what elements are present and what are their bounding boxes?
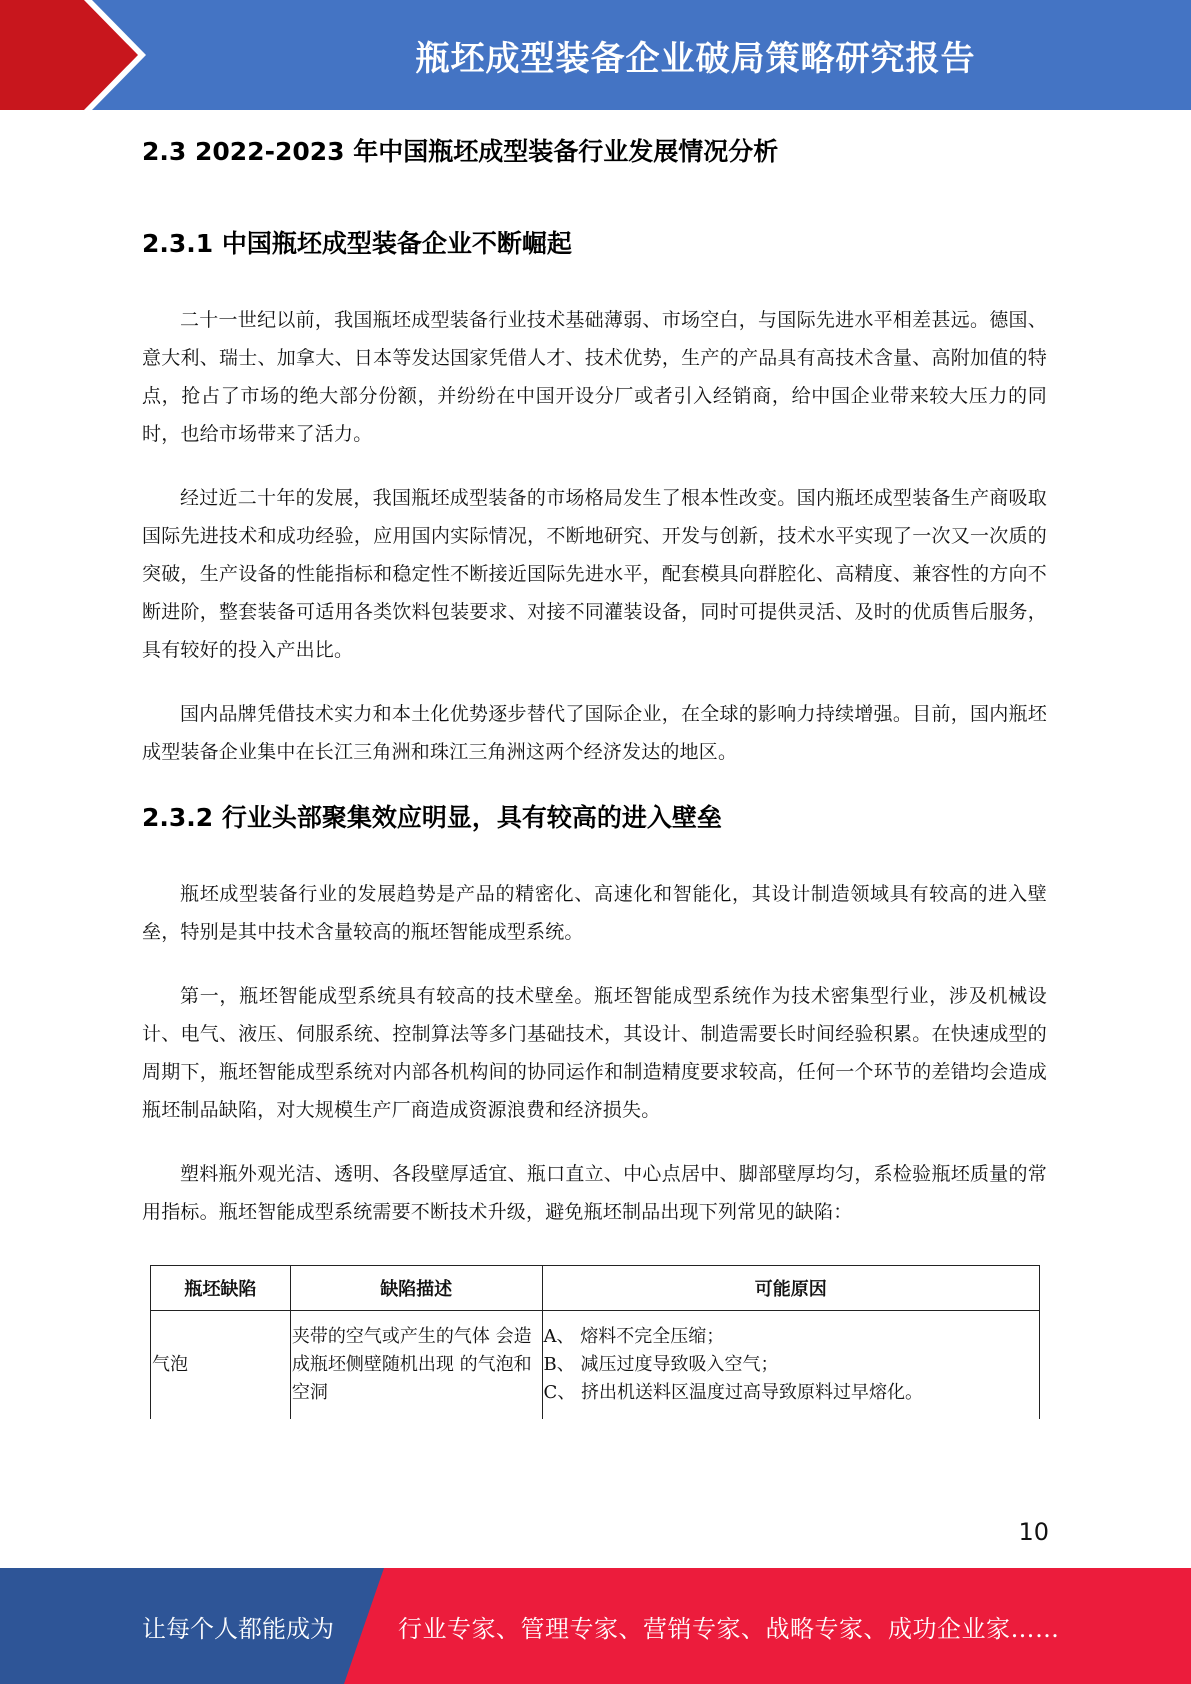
paragraph: 塑料瓶外观光洁、透明、各段壁厚适宜、瓶口直立、中心点居中、脚部壁厚均匀，系检验瓶坯质量的常用指标。瓶坯智能成型系统需要不断技术升级，避免瓶坯制品出现下列常见的缺陷： [142,1163,1047,1223]
subsection-heading-2: 2.3.2 行业头部聚集效应明显，具有较高的进入壁垒 [142,803,722,832]
defect-cell: 气泡 [151,1311,291,1420]
footer-slogan-right: 行业专家、管理专家、营销专家、战略专家、成功企业家…… [398,1614,1060,1643]
page-number: 10 [1018,1518,1049,1546]
header-banner [0,0,1191,110]
section-heading: 2.3 2022-2023 年中国瓶坯成型装备行业发展情况分析 [142,137,779,166]
column-header: 瓶坯缺陷 [151,1266,291,1311]
footer-banner [0,1568,1191,1684]
paragraph: 第一，瓶坯智能成型系统具有较高的技术壁垒。瓶坯智能成型系统作为技术密集型行业，涉及机械设计、电气、液压、伺服系统、控制算法等多门基础技术，其设计、制造需要长时间经验积累。在快速成型的周期下，瓶坯智能成型系统对内部各机构间的协同运作和制造精度要求较高，任何一个环节的差错均会造成瓶坯制品缺陷，对大规模生产厂商造成资源浪费和经济损失。 [142,985,1047,1121]
reason-item: B、 减压过度导致吸入空气； [543,1354,779,1375]
footer-slogan-left: 让每个人都能成为 [142,1614,334,1643]
column-header: 可能原因 [542,1266,1039,1311]
paragraph: 经过近二十年的发展，我国瓶坯成型装备的市场格局发生了根本性改变。国内瓶坯成型装备生产商吸取国际先进技术和成功经验，应用国内实际情况，不断地研究、开发与创新，技术水平实现了一次又一次质的突破，生产设备的性能指标和稳定性不断接近国际先进水平，配套模具向群腔化、高精度、兼容性的方向不断进阶，整套装备可适用各类饮料包装要求、对接不同灌装设备，同时可提供灵活、及时的优质售后服务，具有较好的投入产出比。 [142,487,1047,661]
reason-item: C、 挤出机送料区温度过高导致原料过早熔化。 [543,1382,924,1403]
description-cell: 夹带的空气或产生的气体 会造成瓶坯侧壁随机出现 的气泡和空洞 [290,1311,542,1420]
table-header-row [151,1266,1040,1311]
report-title: 瓶坯成型装备企业破局策略研究报告 [415,38,976,79]
reason-item: A、 熔料不完全压缩； [543,1326,725,1347]
reasons-cell [542,1311,1039,1420]
main-content [142,126,1047,1419]
table-row [151,1311,1040,1420]
paragraph: 国内品牌凭借技术实力和本土化优势逐步替代了国际企业，在全球的影响力持续增强。目前，国内瓶坯成型装备企业集中在长江三角洲和珠江三角洲这两个经济发达的地区。 [142,703,1047,763]
defects-table [150,1265,1040,1419]
column-header: 缺陷描述 [290,1266,542,1311]
paragraph: 瓶坯成型装备行业的发展趋势是产品的精密化、高速化和智能化，其设计制造领域具有较高的进入壁垒，特别是其中技术含量较高的瓶坯智能成型系统。 [142,883,1047,943]
chevron-decoration [0,0,160,110]
subsection-heading-1: 2.3.1 中国瓶坯成型装备企业不断崛起 [142,229,572,258]
paragraph: 二十一世纪以前，我国瓶坯成型装备行业技术基础薄弱、市场空白，与国际先进水平相差甚远。德国、意大利、瑞士、加拿大、日本等发达国家凭借人才、技术优势，生产的产品具有高技术含量、高附加值的特点，抢占了市场的绝大部分份额，并纷纷在中国开设分厂或者引入经销商，给中国企业带来较大压力的同时，也给市场带来了活力。 [142,309,1047,445]
